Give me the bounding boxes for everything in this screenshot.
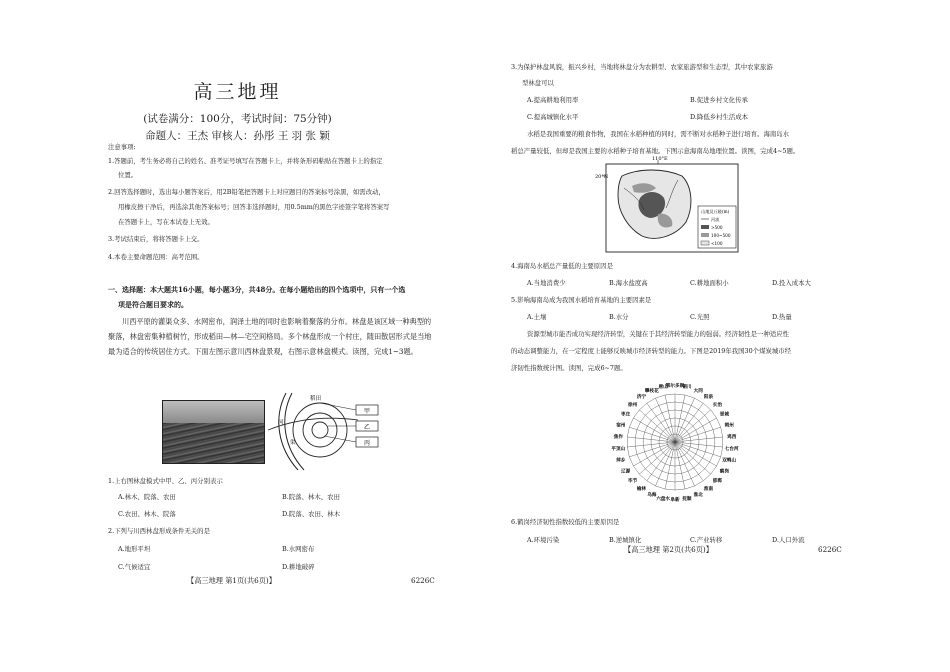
radar-city-label: 淮北: [693, 493, 703, 499]
diagram-label-bing: 丙: [363, 440, 371, 447]
hainan-map: [594, 156, 754, 256]
q2-option-a[interactable]: A.地形平坦: [118, 545, 151, 553]
page-footer-code: 6226C: [818, 545, 842, 554]
exam-authors: 命题人：王杰 审核人：孙彤 王 羽 张 颖: [145, 130, 330, 142]
exam-subtitle: (试卷满分：100分，考试时间：75分钟): [143, 113, 332, 125]
radar-city-label: 攀枝花: [644, 388, 659, 394]
q4-option-a[interactable]: A.当地消费少: [527, 279, 566, 287]
q6-option-a[interactable]: A.环境污染: [527, 536, 560, 544]
radar-axis: [675, 410, 711, 442]
q3-option-c[interactable]: C.提高城镇化水平: [527, 113, 579, 121]
q1-option-d[interactable]: D.院落、农田、林木: [282, 510, 341, 518]
radar-city-label: 毕节: [627, 479, 638, 485]
q3-option-d[interactable]: D.降低乡村生活成本: [690, 113, 749, 121]
radar-axis: [655, 398, 675, 442]
diagram-label-jia: 甲: [363, 408, 371, 415]
question-3-cont: 型林盘可以: [522, 79, 554, 87]
q6-option-d[interactable]: D.人口外流: [772, 536, 805, 544]
diagram-label-yi: 乙: [363, 424, 371, 431]
question-1: 1.上右图林盘模式中甲、乙、丙分别表示: [108, 477, 223, 485]
radar-axis: [675, 442, 711, 474]
radar-axis: [675, 442, 695, 486]
passage-1: 川西平原的灌渠众多、水网密布，润泽土地的同时也影响着聚落的分布。林盘是该区域一种典型的聚落，林盘密集种植树竹，形成稻田—林—宅空间格局。多个林盘形成一个村庄，随田散居形式是当地最为适合的传统居住方式。下面左图示意川西林盘景观，右图示意林盘模式。读图，完成1~3题。: [108, 317, 432, 356]
page-2: [475, 0, 950, 672]
q1-option-c[interactable]: C.农田、林木、院落: [118, 510, 176, 518]
q6-option-b[interactable]: B.逆城镇化: [609, 536, 642, 544]
radar-city-label: 淮南: [703, 487, 714, 493]
notice-line: 位置。: [118, 171, 138, 179]
q4-option-b[interactable]: B.海水盐度高: [609, 279, 648, 287]
q3-option-a[interactable]: A.提高耕地利用率: [527, 96, 579, 104]
radar-city-label: 徐州: [627, 402, 638, 408]
section-heading: 一、选择题：本大题共16小题，每小题3分，共48分。在每小题给出的四个选项中，只有一个选: [108, 285, 406, 294]
radar-city-label: 榆林: [636, 487, 647, 493]
notice-line: 2.回答选择题时，选出每小题答案后，用2B铅笔把答题卡上对应题目的答案标号涂黑，如需改动，: [108, 188, 385, 196]
q4-option-c[interactable]: C.耕地面积小: [690, 279, 729, 287]
section-heading-cont: 项是符合题目要求的。: [118, 300, 188, 309]
map-legend-mid: 100~500: [711, 233, 731, 238]
passage-3: 资源型城市能否成功实现经济转型，关键在于其经济转型能力的强弱。经济韧性是一种适应性: [527, 330, 790, 338]
passage-2-cont: 稻总产量较低，但却是我国主要的水稻种子培育基地。下图示意海南岛地理位置。读图，完成4~5题。: [511, 147, 800, 155]
radar-city-label: 鸡西: [727, 435, 737, 440]
map-legend-high: >500: [711, 225, 723, 230]
q3-option-b[interactable]: B.促进乡村文化传承: [690, 96, 748, 104]
diagram-label-rice: 稻田: [310, 396, 322, 402]
q2-option-b[interactable]: B.水网密布: [282, 545, 315, 553]
radar-city-label: 阳泉: [703, 394, 714, 400]
radar-axis: [639, 442, 675, 474]
q1-option-a[interactable]: A.林木、院落、农田: [118, 493, 176, 501]
q2-option-c[interactable]: C.气候适宜: [118, 563, 151, 571]
question-4: 4.海南岛水稻总产量低的主要原因是: [511, 262, 613, 270]
radar-city-label: 鄂尔多斯: [665, 384, 685, 389]
question-6: 6.鹤岗经济韧性指数较低的主要原因是: [511, 518, 620, 526]
notice-line: 3.考试结束后，将将答题卡上交。: [108, 235, 204, 243]
q2-option-d[interactable]: D.耕地破碎: [282, 563, 315, 571]
map-legend-title: 山地及丘陵(m): [701, 209, 730, 214]
radar-city-label: 萍乡: [616, 458, 626, 464]
radar-city-label: 朔州: [724, 423, 734, 429]
passage-3-cont: 的动态调整能力，在一定程度上能够反映城市经济转型的能力。下图是2019年我国30个煤炭城市经: [511, 347, 792, 355]
map-label-lat: 20°N: [595, 174, 609, 180]
question-5: 5.影响海南岛成为我国水稻培育基地的主要因素是: [511, 296, 652, 304]
passage-3-cont2: 济韧性指数统计图。读图，完成6~7题。: [511, 364, 627, 372]
radar-axis: [655, 442, 675, 486]
radar-axis: [639, 410, 675, 442]
q1-option-b[interactable]: B.院落、林木、农田: [282, 493, 340, 501]
radar-city-label: 枣庄: [620, 412, 631, 418]
question-2: 2.下列与川西林盘形成条件无关的是: [108, 527, 210, 535]
q5-option-a[interactable]: A.土壤: [527, 313, 547, 321]
map-label-lon: 110°E: [652, 156, 668, 162]
q4-option-d[interactable]: D.投入成本大: [772, 279, 811, 287]
q5-option-c[interactable]: C.光照: [690, 313, 710, 321]
radar-city-label: 晋城: [719, 412, 730, 418]
radar-city-label: 鹤岗: [719, 469, 730, 475]
radar-city-label: 大同: [693, 388, 703, 394]
resilience-radar-chart: [597, 370, 753, 512]
radar-city-label: 六盘水: [656, 496, 670, 502]
radar-city-label: 唐山: [658, 385, 668, 391]
notice-line: 用橡皮擦干净后，再选涂其他答案标号；回答非选择题时，用0.5mm的黑色字迹签字笔将答案写: [118, 203, 390, 211]
radar-city-label: 双鸭山: [722, 458, 737, 464]
map-legend-low: <100: [711, 241, 723, 246]
notice-line: 4.本卷主要命题范围：高考范围。: [108, 253, 204, 261]
radar-city-label: 济宁: [636, 394, 647, 400]
q6-option-c[interactable]: C.产业转移: [690, 536, 723, 544]
radar-city-label: 长治: [712, 402, 723, 408]
page-footer-code: 6226C: [411, 576, 435, 585]
notice-title: 注意事项:: [108, 143, 136, 151]
page-footer-label: 【高三地理 第2页(共6页)】: [624, 545, 713, 554]
radar-city-label: 铜川: [682, 385, 692, 391]
q5-option-b[interactable]: B.水分: [609, 313, 629, 321]
radar-city-label: 平顶山: [611, 447, 626, 452]
radar-city-label: 焦作: [613, 435, 623, 440]
radar-city-label: 抚顺: [682, 496, 692, 502]
notice-line: 在答题卡上，写在本试卷上无效。: [118, 218, 214, 226]
radar-axis: [675, 398, 695, 442]
radar-city-label: 宿州: [616, 423, 626, 429]
linpan-photo: [162, 400, 265, 464]
diagram-label-canal: 渠: [290, 440, 296, 446]
radar-city-label: 乌海: [647, 493, 657, 499]
radar-city-label: 辽源: [620, 469, 631, 475]
notice-line: 1.答题前，考生务必将自己的姓名、准考证号填写在答题卡上，并将条形码粘贴在答题卡上的指定: [108, 157, 383, 165]
diagram-label-river: 河: [278, 420, 284, 426]
linpan-diagram: [268, 388, 388, 473]
radar-city-label: 邯郸: [712, 479, 723, 485]
question-3: 3.为保护林盘风貌，振兴乡村，当地将林盘分为农耕型、农家旅游型和生态型，其中农家旅游: [511, 63, 773, 71]
page-footer-label: 【高三地理 第1页(共6页)】: [187, 576, 276, 585]
passage-2: 水稻是我国重要的粮食作物，我国在水稻种植的同时，需不断对水稻种子进行培育。海南岛水: [527, 130, 790, 138]
q5-option-d[interactable]: D.热量: [772, 313, 792, 321]
map-legend-river: 河流: [711, 217, 720, 222]
radar-city-label: 阜新: [670, 498, 680, 503]
exam-title: 高三地理: [193, 81, 282, 103]
radar-city-label: 七台河: [724, 447, 739, 452]
